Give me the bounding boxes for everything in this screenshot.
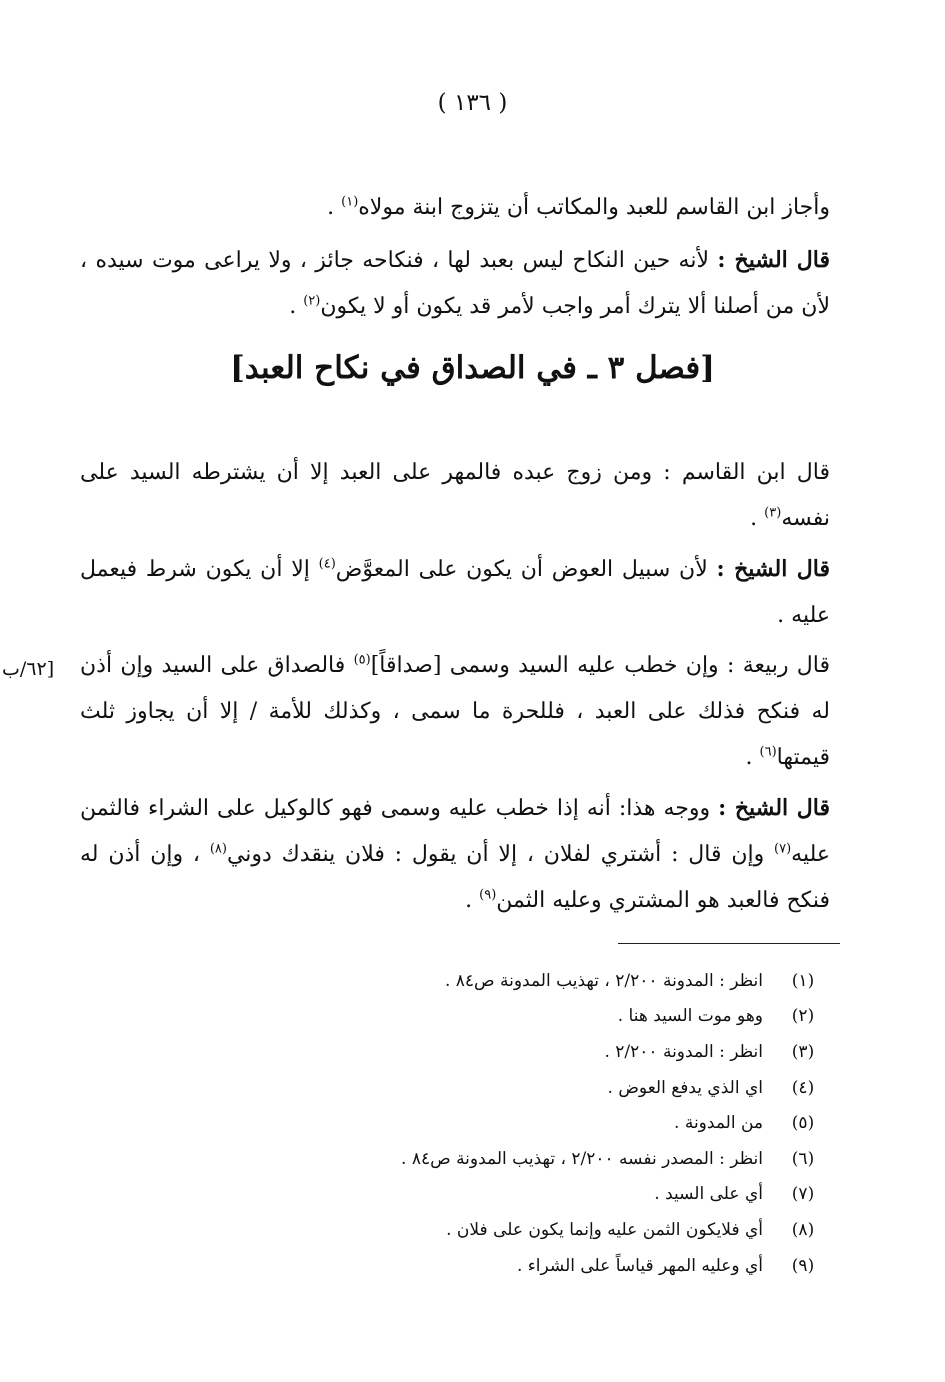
section-body xyxy=(80,450,830,930)
sheikh-label: قال الشيخ : xyxy=(717,247,830,273)
section-heading: [فصل ٣ ـ في الصداق في نكاح العبد] xyxy=(230,350,715,386)
page-number: ( ١٣٦ ) xyxy=(437,90,508,116)
footnote-ref[interactable]: (٩) xyxy=(479,887,497,903)
footnote-item xyxy=(273,1070,833,1106)
manuscript-folio-marker: [٦٢/ب xyxy=(2,658,55,680)
footnote-divider xyxy=(618,943,840,944)
footnote-number: (٩) xyxy=(791,1255,815,1276)
paragraph-2: قال الشيخ : لأن سبيل العوض أن يكون على المعوَّض$^{(٤)}$ إلا أن يكون شرط فيعمل عليه . xyxy=(80,556,830,628)
footnote-item xyxy=(273,1141,833,1177)
footnote-ref[interactable]: (٣) xyxy=(764,505,782,521)
footnote-number: (٨) xyxy=(791,1219,815,1240)
footnote-item xyxy=(273,1212,833,1248)
intro-text: وأجاز ابن القاسم للعبد والمكاتب أن يتزوج ابنة مولاه xyxy=(358,195,830,220)
footnote-number: (٥) xyxy=(791,1113,815,1134)
footnote-ref[interactable]: (٧) xyxy=(774,841,792,857)
footnote-item xyxy=(273,1177,833,1213)
paragraph-3: قال ربيعة : وإن خطب عليه السيد وسمى [صداقاً]$^{(٥)}$ فالصداق على السيد وإن أذن له فنكح فذلك على العبد ، فللحرة ما سمى ، وكذلك للأمة / إلا أن يجاوز ثلث قيمتها$^{(٦)}$ . xyxy=(80,652,830,770)
footnote-text: أي فلايكون الثمن عليه وإنما يكون على فلان . xyxy=(446,1219,763,1240)
sheikh-comment: قال الشيخ : لأنه حين النكاح ليس بعبد لها ، فنكاحه جائز ، ولا يراعى موت سيده ، لأن من أصلنا ألا يترك أمر واجب لأمر قد يكون أو لا يكون$^{(٢)}$ . xyxy=(80,247,830,319)
footnote-number: (١) xyxy=(791,970,815,991)
footnote-number: (٣) xyxy=(791,1041,815,1062)
footnote-item xyxy=(273,1105,833,1141)
footnote-text: انظر : المصدر نفسه ٢/٢٠٠ ، تهذيب المدونة ص٨٤ . xyxy=(401,1148,763,1169)
footnote-number: (٦) xyxy=(791,1148,815,1169)
footnote-text: اي الذي يدفع العوض . xyxy=(607,1077,763,1098)
footnote-text: وهو موت السيد هنا . xyxy=(617,1006,763,1027)
footnote-number: (٢) xyxy=(791,1006,815,1027)
sheikh-text: لأنه حين النكاح ليس بعبد لها ، فنكاحه جائز ، ولا يراعى موت سيده ، لأن من أصلنا ألا يترك أمر واجب لأمر قد يكون أو لا يكون xyxy=(80,248,830,319)
paragraph-1: قال ابن القاسم : ومن زوج عبده فالمهر على العبد إلا أن يشترطه السيد على نفسه$^{(٣)}$ . xyxy=(80,460,830,531)
footnote-ref[interactable]: (٢) xyxy=(303,293,321,309)
footnote-text: أي وعليه المهر قياساً على الشراء . xyxy=(517,1255,763,1276)
footnote-ref[interactable]: (٦) xyxy=(759,744,777,760)
intro-line: وأجاز ابن القاسم للعبد والمكاتب أن يتزوج ابنة مولاه$^{(١)}$ . xyxy=(327,194,830,220)
sheikh-label: قال الشيخ : xyxy=(718,795,830,821)
footnote-item xyxy=(273,1034,833,1070)
intro-paragraph xyxy=(80,185,830,336)
footnote-ref[interactable]: (٤) xyxy=(318,556,336,572)
footnote-item xyxy=(273,1248,833,1284)
footnote-ref[interactable]: (١) xyxy=(341,194,359,210)
footnote-number: (٧) xyxy=(791,1184,815,1205)
footnote-item xyxy=(273,963,833,999)
sheikh-label: قال الشيخ : xyxy=(716,556,830,582)
footnote-text: انظر : المدونة ٢/٢٠٠ ، تهذيب المدونة ص٨٤ . xyxy=(444,970,763,991)
footnote-text: أي على السيد . xyxy=(654,1184,763,1205)
paragraph-4: قال الشيخ : ووجه هذا: أنه إذا خطب عليه وسمى فهو كالوكيل على الشراء فالثمن عليه$^{(٧)}$ وإن قال : أشتري لفلان ، إلا أن يقول : فلان ينقدك دوني$^{(٨)}$ ، وإن أذن له فنكح فالعبد هو المشتري وعليه الثمن$^{(٩)}$ . xyxy=(80,795,831,913)
footnote-ref[interactable]: (٥) xyxy=(353,652,371,668)
footnotes xyxy=(273,963,833,1283)
footnote-number: (٤) xyxy=(791,1077,815,1098)
footnote-item xyxy=(273,999,833,1035)
footnote-ref[interactable]: (٨) xyxy=(209,841,227,857)
footnote-text: انظر : المدونة ٢/٢٠٠ . xyxy=(604,1041,763,1062)
footnote-text: من المدونة . xyxy=(674,1113,763,1134)
